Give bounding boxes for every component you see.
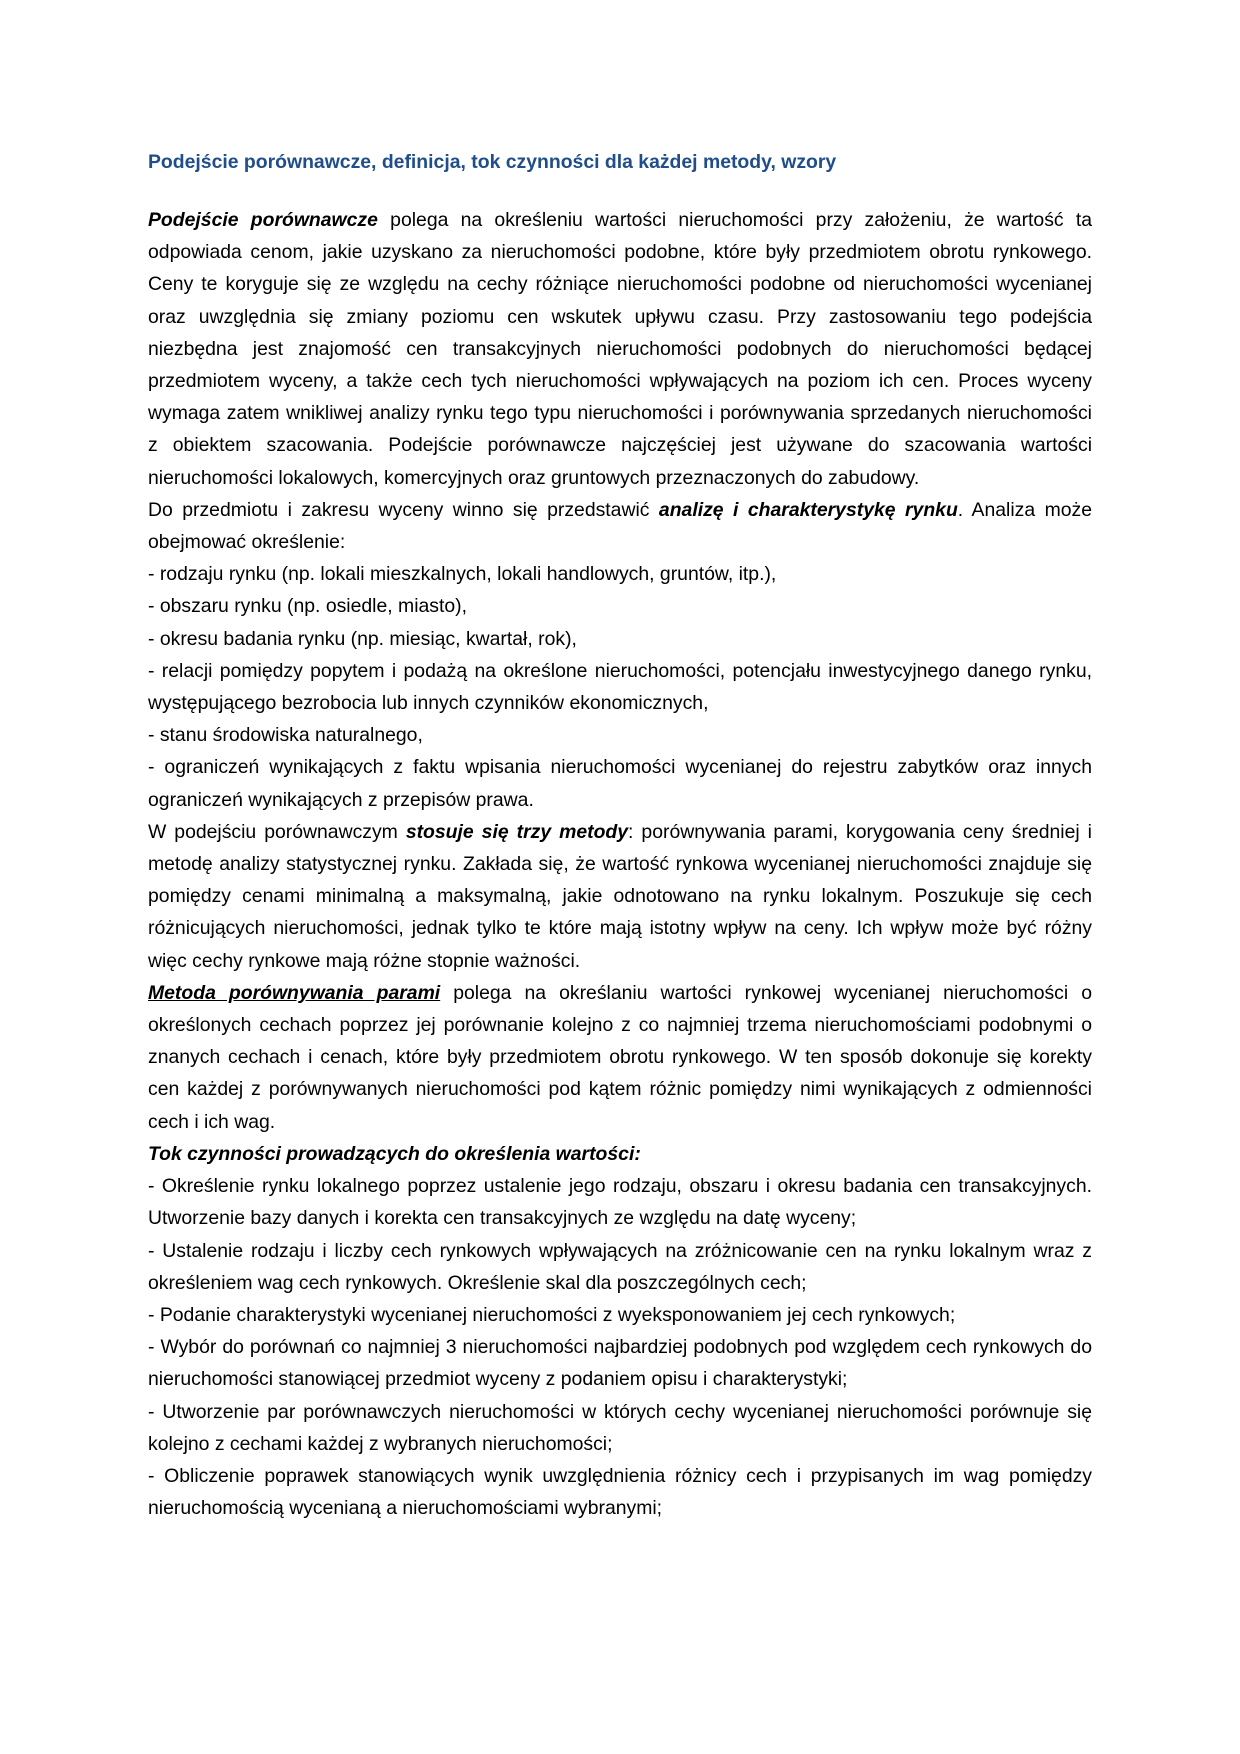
paragraph-pair-method (148, 977, 1092, 1138)
document-heading: Podejście porównawcze, definicja, tok czynności dla każdej metody, wzory (148, 151, 837, 173)
definition-text: polega na określeniu wartości nieruchomości przy założeniu, że wartość ta odpowiada cenom, jakie uzyskano za nieruchomości podobne, które były przedmiotem obrotu rynkowego. Ceny te koryguje się ze względu na cechy różniące nieruchomości podobne od nieruchomości wycenianej oraz uwzględnia się zmiany poziomu cen wskutek upływu czasu. Przy zastosowaniu tego podejścia niezbędna jest znajomość cen transakcyjnych nieruchomości podobnych do nieruchomości będącej przedmiotem wyceny, a także cech tych nieruchomości wpływających na poziom ich cen. Proces wyceny wymaga zatem wnikliwej analizy rynku tego typu nieruchomości i porównywania sprzedanych nieruchomości z obiektem szacowania. Podejście porównawcze najczęściej jest używane do szacowania wartości nieruchomości lokalowych, komercyjnych oraz gruntowych przeznaczonych do zabudowy. (148, 209, 1093, 489)
step-item: - Ustalenie rodzaju i liczby cech rynkowych wpływających na zróżnicowanie cen na rynku lokalnym wraz z określeniem wag cech rynkowych. Określenie skal dla poszczególnych cech; (148, 1239, 1092, 1294)
step-item: - Wybór do porównań co najmniej 3 nieruchomości najbardziej podobnych pod względem cech rynkowych do nieruchomości stanowiącej przedmiot wyceny z podaniem opisu i charakterystyki; (148, 1336, 1092, 1391)
paragraph-three-methods (148, 816, 1092, 977)
list-item: - ograniczeń wynikających z faktu wpisania nieruchomości wycenianej do rejestru zabytków oraz innych ograniczeń wynikających z przepisów prawa. (148, 756, 1092, 811)
list-item: - relacji pomiędzy popytem i podażą na określone nieruchomości, potencjału inwestycyjnego danego rynku, występującego bezrobocia lub innych czynników ekonomicznych, (148, 659, 1092, 715)
pair-method-text: polega na określaniu wartości rynkowej wycenianej nieruchomości o określonych cechach poprzez jej porównanie kolejno z co najmniej trzema nieruchomościami podobnymi o znanych cechach i cenach, które były przedmiotem obrotu rynkowego. W ten sposób dokonuje się korekty cen każdej z porównywanych nieruchomości pod kątem różnic pomiędzy nimi wynikających z odmienności cech i ich wag. (148, 981, 1093, 1133)
list-item: - stanu środowiska naturalnego, (148, 724, 423, 747)
list-item: - obszaru rynku (np. osiedle, miasto), (148, 595, 467, 618)
term-market-analysis: analizę i charakterystykę rynku (658, 498, 958, 521)
step-item: - Obliczenie poprawek stanowiących wynik uwzględnienia różnicy cech i przypisanych im wag pomiędzy nieruchomością wycenianą a nieruchomościami wybranymi; (148, 1464, 1092, 1520)
list-item: - okresu badania rynku (np. miesiąc, kwartał, rok), (148, 627, 577, 650)
step-item: - Określenie rynku lokalnego poprzez ustalenie jego rodzaju, obszaru i okresu badania cen transakcyjnych. Utworzenie bazy danych i korekta cen transakcyjnych ze względu na datę wyceny; (148, 1175, 1092, 1230)
three-methods-text: : porównywania parami, korygowania ceny średniej i metodę analizy statystycznej rynku. Zakłada się, że wartość rynkowa wycenianej nieruchomości znajduje się pomiędzy cenami minimalną a maksymalną, jakie odnotowano na rynku lokalnym. Poszukuje się cech różnicujących nieruchomości, jednak tylko te które mają istotny wpływ na ceny. Ich wpływ może być różny więc cechy rynkowe mają różne stopnie ważności. (148, 820, 1092, 972)
paragraph-definition (148, 204, 1092, 494)
paragraph-market-analysis (148, 494, 1092, 558)
term-three-methods: stosuje się trzy metody (405, 820, 629, 843)
three-methods-intro: W podejściu porównawczym (148, 820, 406, 843)
step-item: - Utworzenie par porównawczych nieruchomości w których cechy wycenianej nieruchomości porównuje się kolejno z cechami każdej z wybranych nieruchomości; (148, 1400, 1092, 1455)
step-item: - Podanie charakterystyki wycenianej nieruchomości z wyeksponowaniem jej cech rynkowych; (148, 1303, 956, 1326)
market-analysis-outro: . Analiza może obejmować określenie: (148, 498, 1093, 554)
market-analysis-intro: Do przedmiotu i zakresu wyceny winno się przedstawić (148, 498, 659, 521)
term-comparative-approach: Podejście porównawcze (148, 209, 378, 231)
steps-heading: Tok czynności prowadzących do określenia wartości: (148, 1142, 641, 1165)
list-item: - rodzaju rynku (np. lokali mieszkalnych, lokali handlowych, gruntów, itp.), (148, 563, 777, 586)
term-pair-method: Metoda porównywania parami (148, 981, 441, 1004)
document-page (148, 150, 1092, 1524)
